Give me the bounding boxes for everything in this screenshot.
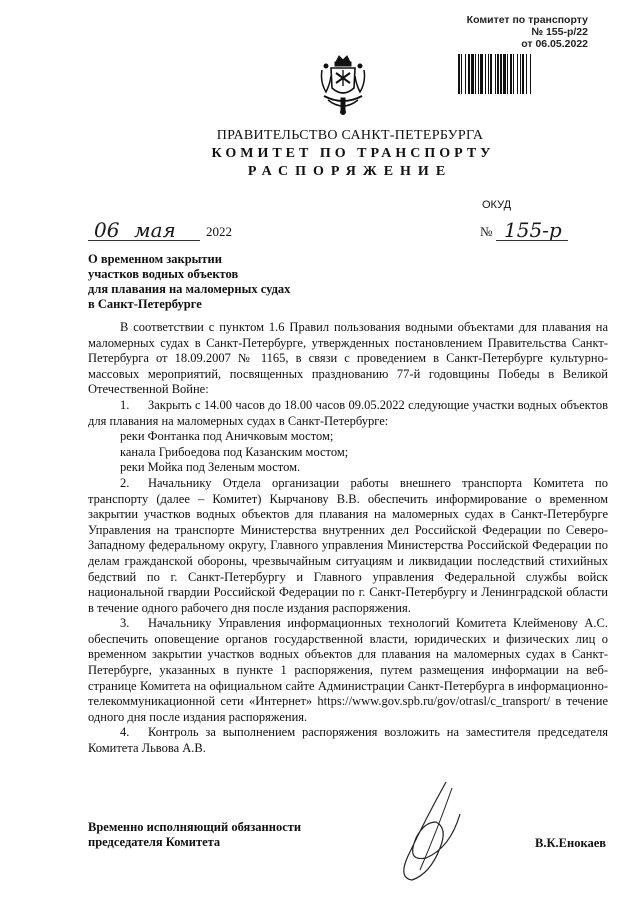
position-line: Временно исполняющий обязанности [88,820,302,834]
document-body [88,320,608,757]
item-text: Контроль за выполнением распоряжения возложить на заместителя председателя Комитета Львова А.В. [88,725,608,756]
item-text: Начальнику Отдела организации работы внешнего транспорта Комитета по транспорту (далее – Комитет) Кырчанову В.В. обеспечить информирование о временном закрытии участков водных объектов для плавания на маломерных судах в Санкт-Петербурге Управления на транспорте Министерства внутренних дел Российской Федерации по Северо-Западному федеральному округу, Главного управления Министерства Российской Федерации по делам гражданской обороны, чрезвычайным ситуациям и ликвидации последствий стихийных бедствий по г. Санкт-Петербургу и Главного управления Федеральной службы войск национальной гвардии Российской Федерации по г. Санкт-Петербургу и Ленинградской области в течение одного рабочего дня после издания распоряжения. [88,475,608,615]
river-item: реки Мойка под Зеленым мостом. [120,460,301,475]
document-number: 155-р [504,218,562,242]
subject-line: в Санкт-Петербурге [88,297,202,311]
item-number: 1. [120,397,130,412]
item-4 [88,725,608,756]
registration-stamp [448,14,588,50]
date-number-row [88,218,568,246]
number-underline [496,240,568,241]
okud-label: ОКУД [482,199,512,211]
subject-line: О временном закрытии [88,252,222,266]
item-3 [88,616,608,725]
position-line: председателя Комитета [88,835,221,849]
river-item: реки Фонтанка под Аничковым мостом; [120,429,334,444]
item-1 [88,398,608,429]
stamp-number: № 155-р/22 [531,26,588,38]
stamp-date: от 06.05.2022 [521,38,588,50]
number-sign: № [480,224,493,239]
item-text: Закрыть с 14.00 часов до 18.00 часов 09.05.2022 следующие участки водных объектов для плавания на маломерных судах в Санкт-Петербурге: [88,397,608,428]
stamp-committee: Комитет по транспорту [466,14,588,26]
item-number: 3. [120,616,130,631]
document-subject [88,252,348,312]
barcode [458,54,584,94]
date-year: 2022 [206,224,232,239]
item-2 [88,476,608,616]
item-number: 4. [120,725,130,740]
handwritten-signature [386,778,466,888]
document-header [0,128,640,180]
subject-line: для плавания на маломерных судах [88,282,291,296]
river-item: канала Грибоедова под Казанским мостом; [120,444,349,459]
item-number: 2. [120,475,130,490]
document-type: РАСПОРЯЖЕНИЕ [247,164,453,179]
signatory-name: В.К.Енокаев [535,836,607,850]
intro-paragraph: В соответствии с пунктом 1.6 Правил пользования водными объектами для плавания на маломерных судах в Санкт-Петербурге, утвержденных постановлением Правительства Санкт-Петербурга от 18.09.2007 № 1165, в связи с проведением в Санкт-Петербурге культурно-массовых мероприятий, посвященных празднованию 77-й годовщины Победы в Великой Отечественной Войне: [88,320,608,397]
coat-of-arms-emblem [318,54,368,116]
date-day: 06 [94,218,120,242]
date-underline [88,240,200,241]
subject-line: участков водных объектов [88,267,239,281]
item-text: Начальнику Управления информационных технологий Комитета Клейменову А.С. обеспечить оповещение органов государственной власти, юридических и физических лиц о временном закрытии участков водных объектов для плавания на маломерных судах в Санкт-Петербурге, указанных в пункте 1 распоряжения, путем размещения информации на веб-странице Комитета на официальном сайте Администрации Санкт-Петербурга в информационно-телекоммуникационной сети «Интернет» https://www.gov.spb.ru/gov/otrasl/c_transport/ в течение одного дня после издания распоряжения. [88,616,608,724]
government-title: ПРАВИТЕЛЬСТВО САНКТ-ПЕТЕРБУРГА [216,128,484,143]
signatory-position [88,820,301,850]
date-month: мая [134,218,176,242]
committee-title: КОМИТЕТ ПО ТРАНСПОРТУ [211,146,495,161]
